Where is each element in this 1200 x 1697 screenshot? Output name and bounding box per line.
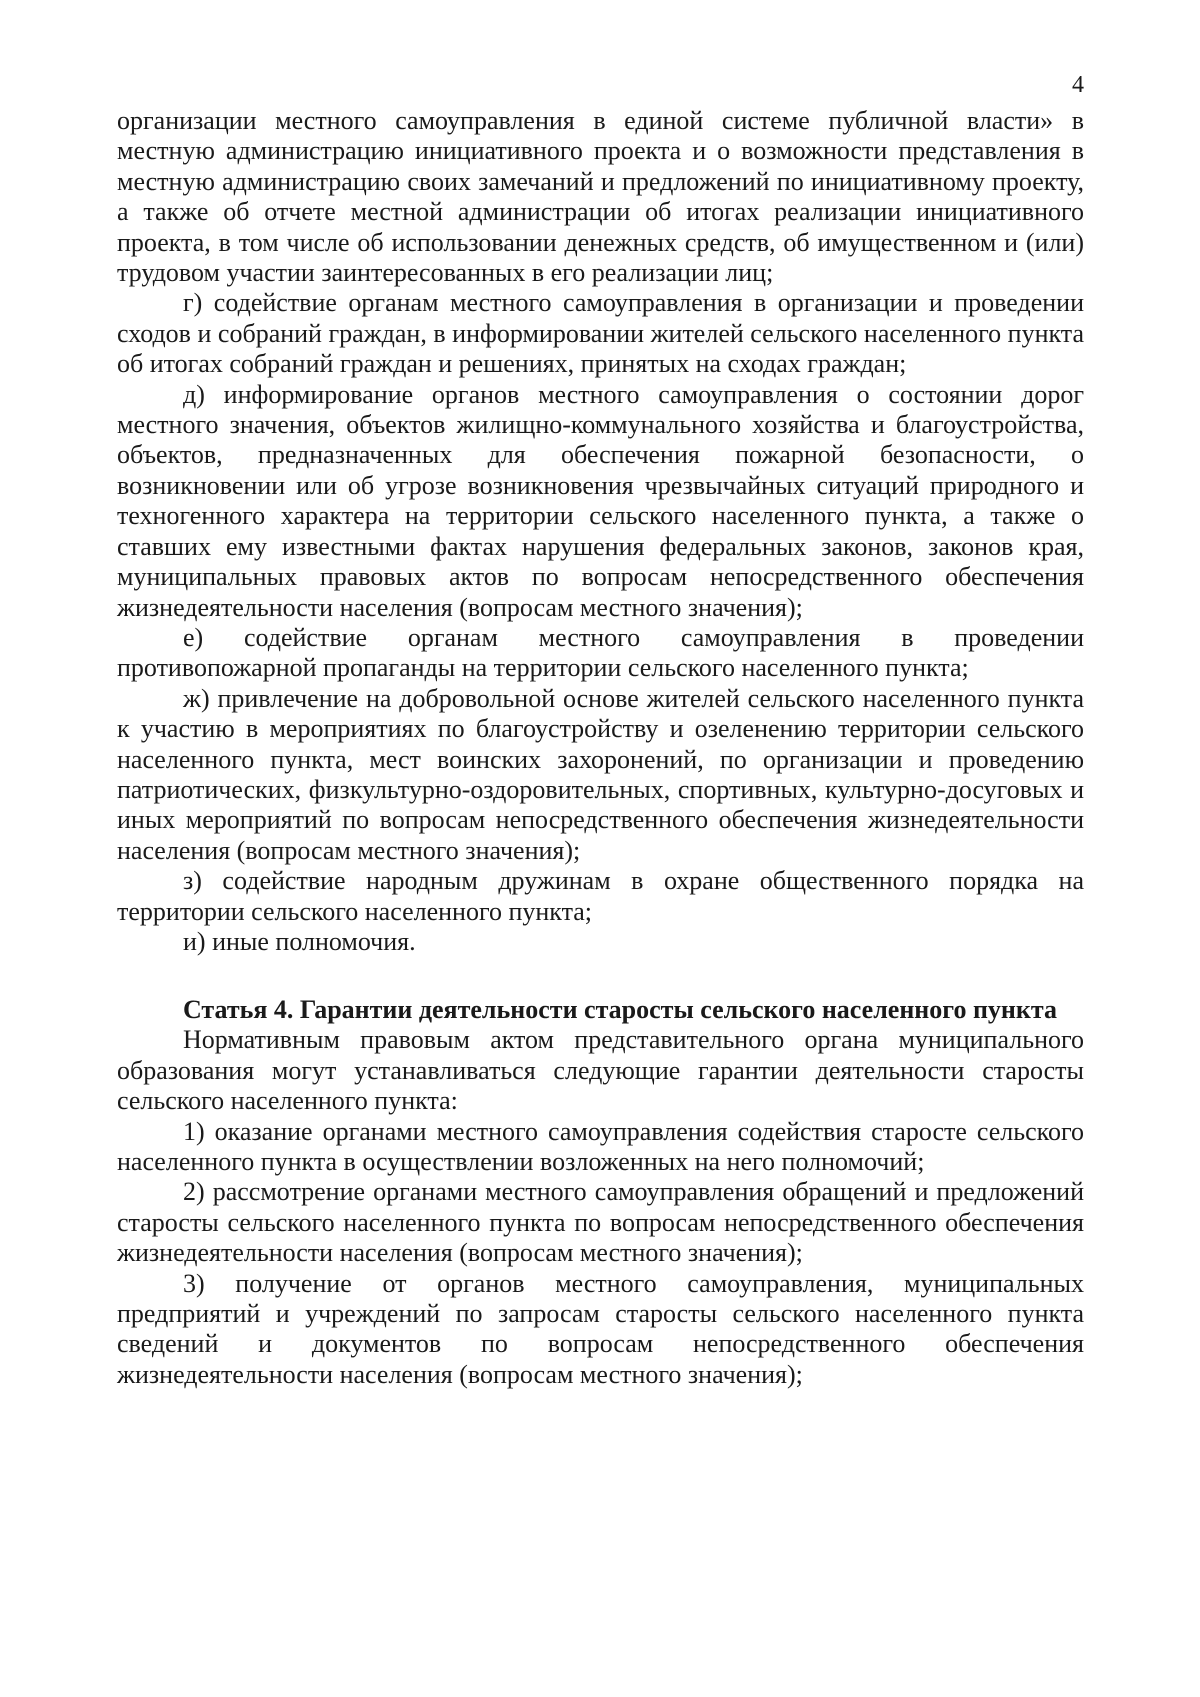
- paragraph-item-zh: ж) привлечение на добровольной основе жителей сельского населенного пункта к участию в мероприятиях по благоустройству и озеленению территории сельского населенного пункта, мест воинских захоронений, по организации и проведению патриотических, физкультурно-оздоровительных, спортивных, культурно-досуговых и иных мероприятий по вопросам непосредственного обеспечения жизнедеятельности населения (вопросам местного значения);: [117, 683, 1084, 865]
- paragraph-item-e: е) содействие органам местного самоуправления в проведении противопожарной пропаганды на территории сельского населенного пункта;: [117, 622, 1084, 683]
- guarantee-item-3: 3) получение от органов местного самоуправления, муниципальных предприятий и учреждений по запросам старосты сельского населенного пункта сведений и документов по вопросам непосредственного обеспечения жизнедеятельности населения (вопросам местного значения);: [117, 1268, 1084, 1389]
- document-body: [117, 106, 1084, 1390]
- article-intro: Нормативным правовым актом представительного органа муниципального образования могут устанавливаться следующие гарантии деятельности старосты сельского населенного пункта:: [117, 1025, 1084, 1116]
- paragraph-item-d: д) информирование органов местного самоуправления о состоянии дорог местного значения, объектов жилищно-коммунального хозяйства и благоустройства, объектов, предназначенных для обеспечения пожарной безопасности, о возникновении или об угрозе возникновения чрезвычайных ситуаций природного и техногенного характера на территории сельского населенного пункта, а также о ставших ему известными фактах нарушения федеральных законов, законов края, муниципальных правовых актов по вопросам непосредственного обеспечения жизнедеятельности населения (вопросам местного значения);: [117, 379, 1084, 622]
- paragraph-item-g: г) содействие органам местного самоуправления в организации и проведении сходов и собраний граждан, в информировании жителей сельского населенного пункта об итогах собраний граждан и решениях, принятых на сходах граждан;: [117, 288, 1084, 379]
- page-number: 4: [1072, 72, 1084, 98]
- article-heading: Статья 4. Гарантии деятельности старосты сельского населенного пункта: [183, 995, 1057, 1025]
- paragraph-continuation: организации местного самоуправления в единой системе публичной власти» в местную администрацию инициативного проекта и о возможности представления в местную администрацию своих замечаний и предложений по инициативному проекту, а также об отчете местной администрации об итогах реализации инициативного проекта, в том числе об использовании денежных средств, об имущественном и (или) трудовом участии заинтересованных в его реализации лиц;: [117, 106, 1084, 288]
- paragraph-item-i: и) иные полномочия.: [183, 926, 416, 956]
- guarantee-item-1: 1) оказание органами местного самоуправления содействия старосте сельского населенного пункта в осуществлении возложенных на него полномочий;: [117, 1116, 1084, 1176]
- paragraph-item-z: з) содействие народным дружинам в охране общественного порядка на территории сельского населенного пункта;: [117, 866, 1084, 926]
- guarantee-item-2: 2) рассмотрение органами местного самоуправления обращений и предложений старосты сельского населенного пункта по вопросам непосредственного обеспечения жизнедеятельности населения (вопросам местного значения);: [117, 1177, 1084, 1268]
